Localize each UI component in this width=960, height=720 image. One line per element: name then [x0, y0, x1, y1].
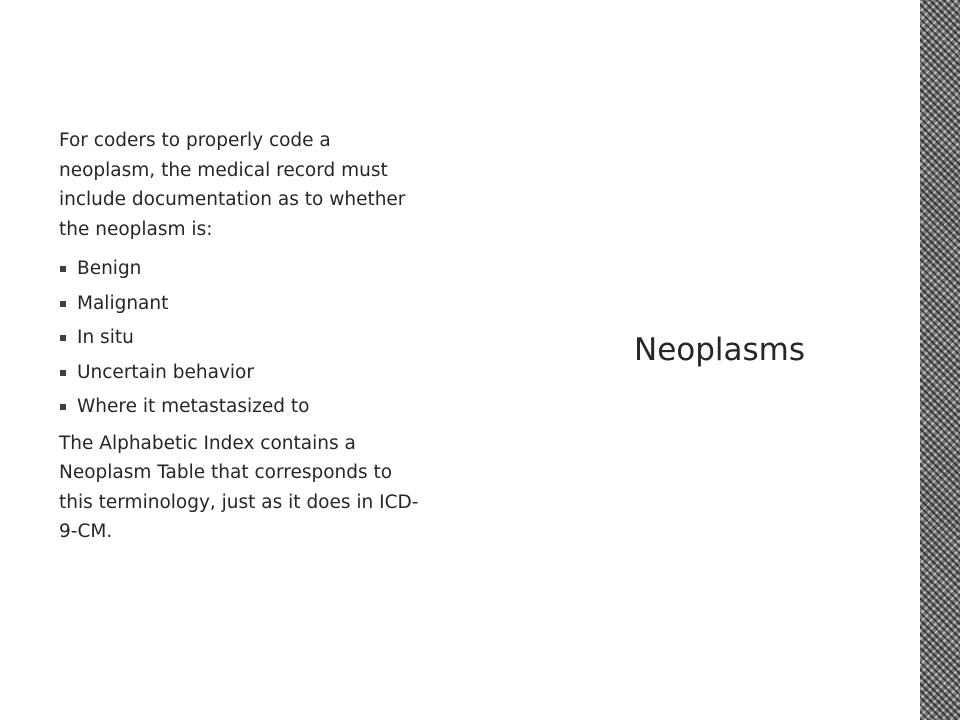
bullet-list	[59, 252, 431, 425]
bullet-label: Benign	[77, 258, 142, 279]
square-bullet-icon	[60, 266, 66, 272]
square-bullet-icon	[60, 370, 66, 376]
square-bullet-icon	[60, 301, 66, 307]
bullet-item-benign	[59, 252, 431, 287]
bullet-label: Malignant	[77, 292, 169, 314]
closing-paragraph: The Alphabetic Index contains a Neoplasm Table that corresponds to this terminology, just as it does in ICD-9-CM.	[59, 432, 419, 542]
intro-paragraph: For coders to properly code a neoplasm, the medical record must include documentation as to whether the neoplasm is:	[59, 130, 406, 240]
slide-title: Neoplasms	[634, 332, 806, 368]
square-bullet-icon	[60, 335, 66, 341]
bullet-label: Where it metastasized to	[77, 396, 310, 417]
bullet-item-metastasized	[59, 390, 431, 425]
decorative-texture-bar	[920, 0, 960, 720]
bullet-label: In situ	[77, 327, 134, 348]
content-placeholder	[59, 126, 431, 547]
bullet-label: Uncertain behavior	[77, 361, 254, 383]
bullet-item-uncertain-behavior	[59, 356, 431, 391]
square-bullet-icon	[60, 404, 66, 410]
bullet-item-in-situ	[59, 321, 431, 356]
bullet-item-malignant	[59, 287, 431, 322]
